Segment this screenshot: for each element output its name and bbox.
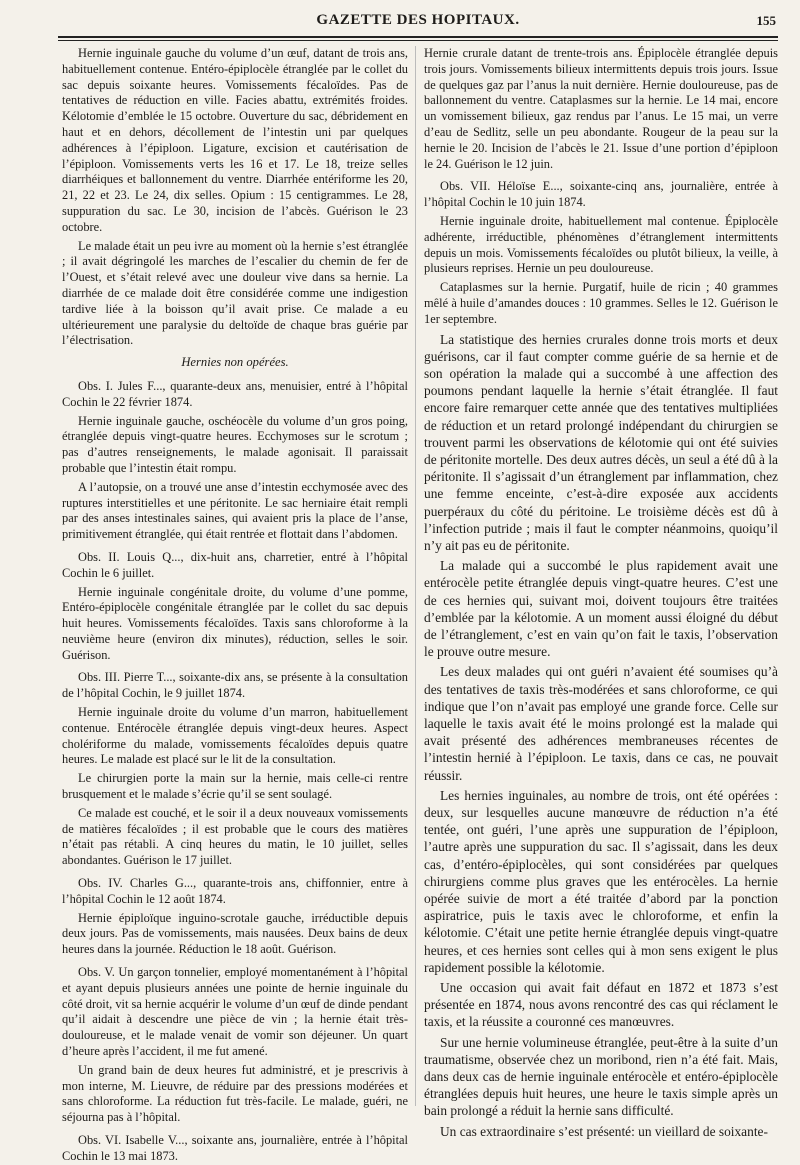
observation-paragraph: Hernie inguinale droite du volume d’un marron, habituellement contenue. Entérocèle étranglée depuis vingt-deux heures. Aspect cholériforme du malade, vomissements fécaloïdes depuis quatre heures. Le malade est placé sur le lit de la consultation.	[62, 705, 408, 767]
observation-heading: Obs. VI. Isabelle V..., soixante ans, journalière, entrée à l’hôpital Cochin le 13 mai 1873.	[62, 1133, 408, 1163]
observation-paragraph: Un grand bain de deux heures fut administré, et je prescrivis à mon interne, M. Lieuvre, de réduire par des pressions modérées et sans chloroforme. La réduction fut très-facile. Le malade, guéri, ne séjourna pas à l’hôpital.	[62, 1062, 408, 1125]
commentary-paragraph: Un cas extraordinaire s’est présenté: un vieillard de soixante-	[440, 1123, 768, 1139]
observation-heading: Obs. IV. Charles G..., quarante-trois ans, chiffonnier, entre à l’hôpital Cochin le 12 août 1874.	[62, 876, 408, 906]
observation-paragraph: Hernie inguinale droite, habituellement mal contenue. Épiplocèle adhérente, irréductible, phénomènes d’étranglement intermittents depuis un mois. Vomissements fécaloïdes ou plutôt bilieux, la veille, à plusieurs reprises. Hernie un peu douloureuse.	[424, 213, 778, 276]
column-divider	[415, 46, 416, 1106]
observation-heading: Obs. III. Pierre T..., soixante-dix ans, se présente à la consultation de l’hôpital Cochin, le 9 juillet 1874.	[62, 670, 408, 701]
page-number: 155	[756, 13, 776, 28]
header-rule-thick	[58, 36, 778, 38]
observation-heading: Obs. II. Louis Q..., dix-huit ans, charretier, entré à l’hôpital Cochin le 6 juillet.	[62, 549, 408, 580]
case-continuation-paragraph: Hernie inguinale gauche du volume d’un œuf, datant de trois ans, habituellement contenue. Entéro-épiplocèle étranglée par le collet du sac depuis soixante heures. Vomissements fécaloïdes. Pas de tentatives de réduction en ville. Facies abattu, extrémités froides. Kélotomie d’emblée le 15 octobre. Ouverture du sac, débridement en haut et en dehors, décollement de l’intestin uni par quelques adhérences à l’épiploon. Ligature, excision et cautérisation de l’épiploon. Vomissements verts les 16 et 17. Le 18, treize selles diarrhéiques et ballonnement du ventre. Diarrhée entériforme les 20, 21, 22 et 23. Le 24, dix selles. Opium : 15 centigrammes. Le 28, suppuration du sac. Le 30, incision de l’abcès. Guérison le 23 octobre.	[62, 46, 408, 234]
observation-paragraph: A l’autopsie, on a trouvé une anse d’intestin ecchymosée avec des ruptures interstitielles et une péritonite. Le sac herniaire était rempli par des anses intestinales saines, qui avaient pris la place de l’anse, primitivement étranglée, qui était rentrée et flottait dans l’abdomen.	[62, 479, 408, 542]
header-rule-thin	[58, 40, 778, 41]
observation-heading: Obs. V. Un garçon tonnelier, employé momentanément à l’hôpital et ayant depuis plusieurs années une pointe de hernie inguinale du côté droit, vit sa hernie acquérir le volume d’un œuf de dinde pendant qu’il aidait à descendre une pièce de vin ; la hernie était très-douloureuse, et le malade venait de vomir son déjeuner. Un quart d’heure après l’accident, il me fut amené.	[62, 965, 408, 1059]
observation-paragraph: Le chirurgien porte la main sur la hernie, mais celle-ci rentre brusquement et le malade s’écrie qu’il se sent soulagé.	[62, 771, 408, 802]
commentary-paragraph: La malade qui a succombé le plus rapidement avait une entérocèle petite étranglée depuis vingt-quatre heures. C’est une de ces hernies qui, suivant moi, doivent toujours être traitées d’emblée par la kélotomie. A un moment aussi éloigné du début de l’étranglement, c’est en vain qu’on fait le taxis, l’observation le prouve outre mesure.	[424, 558, 778, 660]
right-column	[424, 46, 778, 1139]
page-header	[58, 8, 778, 34]
commentary-paragraph: Les hernies inguinales, au nombre de trois, ont été opérées : deux, sur lesquelles aucune manœuvre de réduction n’a été tentée, ont guéri, l’une après une suppuration de l’épiploon, l’autre après une suppuration du sac. Il s’agissait, dans les deux cas, d’entéro-épiplocèles, qui sont considérées par quelques chirurgiens comme plus graves que les entérocèles. La hernie opérée suivie de mort a été traitée d’abord par la ponction aspiratrice, puis le taxis avec le chloroforme, et enfin la kélotomie. C’était une petite hernie étranglée depuis vingt-quatre heures, et ces hernies sont celles qui à mon sens exigent le plus rapidement possible la kélotomie.	[424, 787, 778, 975]
left-column	[62, 46, 408, 1163]
case-commentary-paragraph: Le malade était un peu ivre au moment où la hernie s’est étranglée ; il avait dégringolé les marches de l’escalier du chemin de fer de l’Ouest, et s’était relevé avec une douleur vive dans sa hernie. La diarrhée de ce malade doit être considérée comme une indigestion tardive liée à la boisson qu’il avait prise. Ce malade a eu ultérieurement une paralysie du deltoïde de chaque bras guérie par l’électrisation.	[62, 238, 408, 348]
observation-paragraph: Hernie inguinale gauche, oschéocèle du volume d’un gros poing, étranglée depuis vingt-quatre heures. Ecchymoses sur le scrotum ; pas d’autres renseignements, le malade agonisait. Il paraissait probable que l’intestin était rompu.	[62, 413, 408, 475]
section-title: Hernies non opérées.	[181, 355, 289, 370]
observation-paragraph: Cataplasmes sur la hernie. Purgatif, huile de ricin ; 40 grammes mêlé à huile d’amandes douces : 10 grammes. Selles le 12. Guérison le 1er septembre.	[424, 280, 778, 326]
commentary-paragraph: La statistique des hernies crurales donne trois morts et deux guérisons, car il faut compter comme guérie de sa hernie et de son opération la malade qui a succombé à une affection des poumons pendant laquelle la hernie s’était étranglée. Il faut encore faire remarquer cette année que des tentatives multipliées de réduction et un retard prolongé indépendant du chirurgien se trouvent parmi les observations de kélotomie qui ont été suivies de péritonite mortelle. Des deux autres décès, un seul a été dû à la péritonite. Il s’agissait d’un étranglement par inflammation, chez une femme enceinte, c’est-à-dire exposée aux accidents puerpéraux du côté du péritoine. Le troisième décès est dû à l’infection putride ; mais il faut le compter néanmoins, quoiqu’il n’y ait pas eu de péritonite.	[424, 331, 778, 553]
observation-paragraph: Hernie inguinale congénitale droite, du volume d’une pomme, Entéro-épiplocèle congénitale étranglée par le collet du sac depuis huit heures. Vomissements fécaloïdes. Taxis sans chloroforme à la neuvième heure (environ dix minutes), réduction, selles le soir. Guérison.	[62, 584, 408, 662]
commentary-paragraph: Les deux malades qui ont guéri n’avaient été soumises qu’à des tentatives de taxis très-modérées et sans chloroforme, ce qui indique que l’on n’avait pas employé une grande force. Celle sur laquelle le taxis avait été le moins prolongé est la malade qui avait présenté des adhérences membraneuses récentes de l’intestin hernié à l’épiploon. Le taxis, dans ce cas, ne pouvait réussir.	[424, 664, 778, 783]
commentary-paragraph: Une occasion qui avait fait défaut en 1872 et 1873 s’est présentée en 1874, nous avons rencontré des cas qui réclament le taxis, et la réussite a couronné ces manœuvres.	[424, 980, 778, 1030]
observation-paragraph: Ce malade est couché, et le soir il a deux nouveaux vomissements de matières fécaloïdes ; il est probable que le cours des matières n’était pas rétabli. A cinq heures du matin, le 10 juillet, selles abondantes. Guérison le 17 juillet.	[62, 805, 408, 868]
observation-heading: Obs. I. Jules F..., quarante-deux ans, menuisier, entré à l’hôpital Cochin le 22 février 1874.	[62, 378, 408, 409]
journal-title: GAZETTE DES HOPITAUX.	[316, 12, 520, 28]
case-continuation-paragraph: Hernie crurale datant de trente-trois ans. Épiplocèle étranglée depuis trois jours. Vomissements bilieux intermittents depuis trois jours. Issue de quelques gaz par l’anus la nuit dernière. Hernie douloureuse, pas de ballonnement du ventre. Cataplasmes sur la hernie. Le 14 mai, encore un vomissement bilieux, gaz rendus par l’anus. Le 15 mai, un verre d’eau de Sedlitz, selle un peu abondante. Rougeur de la peau sur la hernie le 20. Incision de l’abcès le 21. Issue d’une portion d’épiploon le 24. Guérison le 12 juin.	[424, 46, 778, 171]
commentary-paragraph: Sur une hernie volumineuse étranglée, peut-être à la suite d’un traumatisme, observée chez un moribond, rien n’a été fait. Mais, dans deux cas de hernie inguinale entérocèle et entéro-épiplocèle étranglées depuis huit heures, une heure le taxis simple après un bain prolongé a réduit la hernie sans difficulté.	[424, 1034, 778, 1119]
observation-paragraph: Hernie épiploïque inguino-scrotale gauche, irréductible depuis deux jours. Pas de vomissements, mais nausées. Deux bains de deux heures dans la journée. Réduction le 18 août. Guérison.	[62, 910, 408, 957]
observation-heading: Obs. VII. Héloïse E..., soixante-cinq ans, journalière, entrée à l’hôpital Cochin le 10 juin 1874.	[424, 179, 778, 210]
